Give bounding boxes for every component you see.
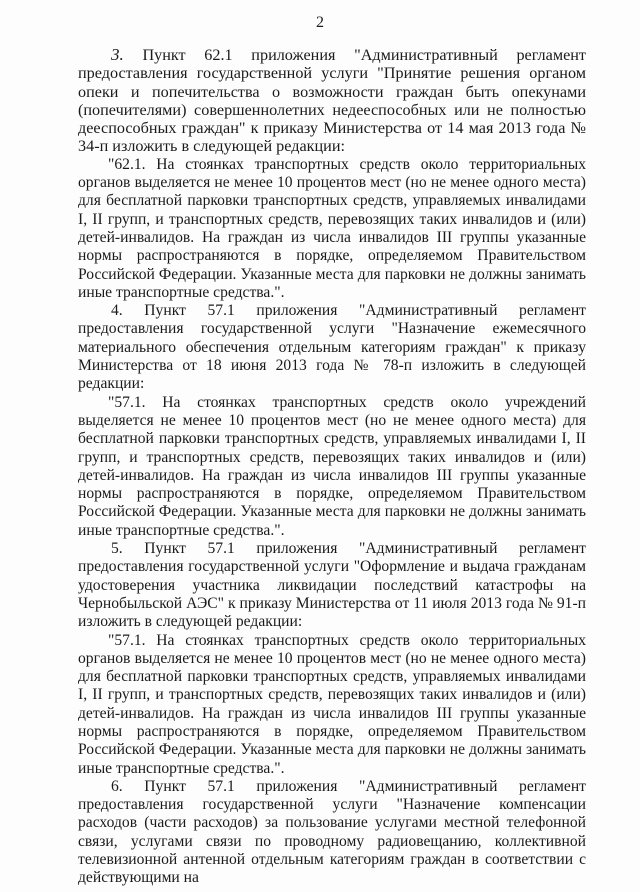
- page-number: 2: [316, 14, 324, 31]
- quoted-clause-57-1-a: "57.1. На стоянках транспортных средств около учреждений выделяется не менее 10 процентов мест (но не менее одного места) для бесплатной парковки транспортных средств, управляемых инвалидами I, II групп, и транспортных средств, перевозящих таких инвалидов и (или) детей-инвалидов. На граждан из числа инвалидов III группы указанные нормы распространяются в порядке, определяемом Правительством Российской Федерации. Указанные места для парковки не должны занимать иные транспортные средства.".: [78, 393, 586, 539]
- paragraph-text: Пункт 62.1 приложения "Административный регламент предоставления государственной услуги "Принятие решения органом опеки и попечительства о возможности граждан быть опекунами (попечителями) совершеннолетних недееспособных или не полностью дееспособных граждан" к приказу Министерства от 14 мая 2013 года № 34-п изложить в следующей редакции:: [78, 46, 586, 156]
- paragraph-item-6: 6. Пункт 57.1 приложения "Административный регламент предоставления государственной услуги "Назначение компенсации расходов (части расходов) за пользование услугами местной телефонной связи, услугами связи по проводному радиовещанию, коллективной телевизионной антенной отдельным категориям граждан в соответствии с действующими на: [78, 777, 586, 887]
- item-number: 3.: [111, 45, 124, 64]
- document-body: [78, 46, 586, 888]
- paragraph-item-5: 5. Пункт 57.1 приложения "Административный регламент предоставления государственной услуги "Оформление и выдача гражданам удостоверения участника ликвидации последствий катастрофы на Чернобыльской АЭС" к приказу Министерства от 11 июля 2013 года № 91-п изложить в следующей редакции:: [78, 540, 586, 631]
- quoted-clause-57-1-b: "57.1. На стоянках транспортных средств около территориальных органов выделяется не менее 10 процентов мест (но не менее одного места) для бесплатной парковки транспортных средств, управляемых инвалидами I, II групп, и транспортных средств, перевозящих таких инвалидов и (или) детей-инвалидов. На граждан из числа инвалидов III группы указанные нормы распространяются в порядке, определяемом Правительством Российской Федерации. Указанные места для парковки не должны занимать иные транспортные средства.".: [78, 631, 586, 777]
- paragraph-item-3: [78, 46, 586, 156]
- quoted-clause-62-1: "62.1. На стоянках транспортных средств около территориальных органов выделяется не менее 10 процентов мест (но не менее одного места) для бесплатной парковки транспортных средств, управляемых инвалидами I, II групп, и транспортных средств, перевозящих таких инвалидов и (или) детей-инвалидов. На граждан из числа инвалидов III группы указанные нормы распространяются в порядке, определяемом Правительством Российской Федерации. Указанные места для парковки не должны занимать иные транспортные средства.".: [78, 155, 586, 301]
- paragraph-item-4: 4. Пункт 57.1 приложения "Административный регламент предоставления государственной услуги "Назначение ежемесячного материального обеспечения отдельным категориям граждан" к приказу Министерства от 18 июня 2013 года № 78-п изложить в следующей редакции:: [78, 302, 586, 393]
